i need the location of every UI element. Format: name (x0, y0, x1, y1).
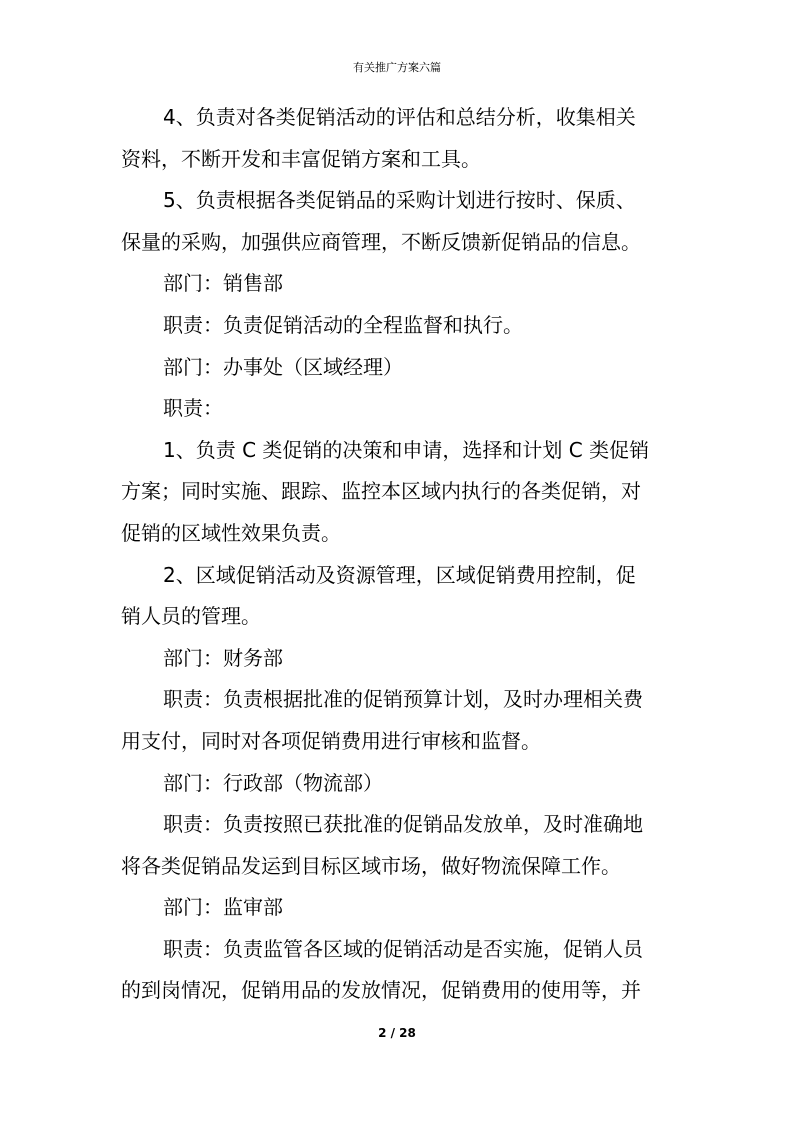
body-line: 2、区域促销活动及资源管理，区域促销费用控制，促 (163, 562, 636, 587)
body-line: 销人员的管理。 (121, 604, 261, 629)
body-line: 方案；同时实施、跟踪、监控本区域内执行的各类促销，对 (121, 479, 641, 504)
body-line: 1、负责 C 类促销的决策和申请，选择和计划 C 类促销 (163, 437, 650, 462)
page-number: 2 / 28 (378, 1026, 416, 1040)
body-line: 职责：负责按照已获批准的促销品发放单，及时准确地 (163, 812, 643, 837)
body-line: 的到岗情况，促销用品的发放情况，促销费用的使用等，并 (121, 978, 641, 1003)
body-line: 部门：行政部（物流部） (163, 770, 383, 795)
body-line: 资料，不断开发和丰富促销方案和工具。 (121, 146, 481, 171)
body-line: 职责：负责监管各区域的促销活动是否实施，促销人员 (163, 936, 643, 961)
body-line: 部门：监审部 (163, 895, 283, 920)
body-line: 用支付，同时对各项促销费用进行审核和监督。 (121, 728, 541, 753)
body-line: 将各类促销品发运到目标区域市场，做好物流保障工作。 (121, 853, 621, 878)
page-header: 有关推广方案六篇 (353, 61, 441, 74)
body-line: 部门：办事处（区域经理） (163, 354, 403, 379)
body-line: 促销的区域性效果负责。 (121, 520, 341, 545)
body-line: 职责： (163, 396, 223, 421)
body-line: 部门：销售部 (163, 271, 283, 296)
body-line: 5、负责根据各类促销品的采购计划进行按时、保质、 (163, 188, 636, 213)
body-line: 4、负责对各类促销活动的评估和总结分析，收集相关 (163, 105, 636, 129)
body-line: 职责：负责根据批准的促销预算计划，及时办理相关费 (163, 687, 643, 712)
document-body (121, 97, 677, 1012)
body-line: 职责：负责促销活动的全程监督和执行。 (163, 312, 523, 337)
body-line: 部门：财务部 (163, 645, 283, 670)
body-line: 保量的采购，加强供应商管理，不断反馈新促销品的信息。 (121, 229, 641, 254)
